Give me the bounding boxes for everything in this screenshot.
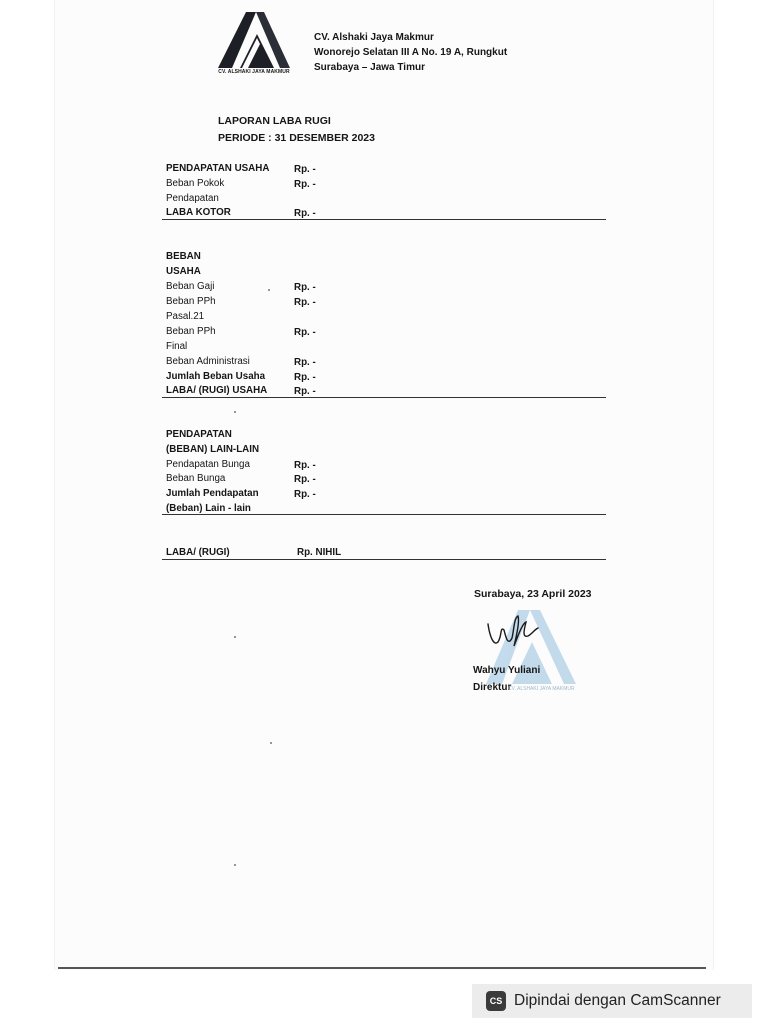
signer-title: Direktur [473, 682, 512, 693]
scan-speck [234, 864, 236, 866]
beban-pph21-line2: Pasal.21 [166, 310, 205, 322]
row-beban-pph-final-value: Rp. - [294, 327, 316, 338]
jumlah-lain-line1: Jumlah Pendapatan [166, 488, 259, 499]
row-beban-gaji-value: Rp. - [294, 282, 316, 293]
row-laba-rugi-value: Rp. NIHIL [297, 547, 342, 558]
beban-pokok-line2: Pendapatan [166, 192, 219, 204]
signer-name: Wahyu Yuliani [473, 665, 541, 676]
row-beban-pph21-label [166, 295, 298, 324]
row-laba-rugi-usaha-value: Rp. - [294, 386, 316, 397]
beban-usaha-heading-line1: BEBAN [166, 251, 201, 262]
row-pendapatan-bunga-value: Rp. - [294, 460, 316, 471]
jumlah-lain-line2: (Beban) Lain - lain [166, 502, 251, 514]
row-laba-kotor-label: LABA KOTOR [166, 207, 231, 218]
row-laba-rugi-usaha-label: LABA/ (RUGI) USAHA [166, 385, 268, 396]
beban-pph-final-line1: Beban PPh [166, 326, 216, 337]
page-edge [58, 967, 706, 969]
camscanner-icon: CS [486, 991, 506, 1011]
signature-place-date: Surabaya, 23 April 2023 [474, 588, 592, 600]
lain-lain-heading-line2: (BEBAN) LAIN-LAIN [166, 443, 260, 455]
section-divider [162, 397, 606, 398]
beban-pph21-line1: Beban PPh [166, 296, 216, 307]
row-beban-pokok-value: Rp. - [294, 179, 316, 190]
row-pendapatan-usaha-label: PENDAPATAN USAHA [166, 163, 270, 174]
camscanner-text: Dipindai dengan CamScanner [514, 992, 721, 1009]
scan-speck [234, 636, 236, 638]
row-beban-pph21-value: Rp. - [294, 297, 316, 308]
row-beban-pokok-label [166, 177, 298, 206]
stamp-text: CV. ALSHAKI JAYA MAKMUR [508, 686, 575, 692]
scan-speck [234, 411, 236, 413]
row-laba-kotor-value: Rp. - [294, 208, 316, 219]
row-pendapatan-bunga-label: Pendapatan Bunga [166, 459, 250, 470]
row-beban-gaji-label: Beban Gaji [166, 281, 215, 292]
report-period: PERIODE : 31 DESEMBER 2023 [218, 132, 375, 144]
row-beban-bunga-value: Rp. - [294, 474, 316, 485]
document-page [54, 0, 714, 970]
row-pendapatan-usaha-value: Rp. - [294, 164, 316, 175]
section-divider [162, 219, 606, 220]
row-beban-administrasi-value: Rp. - [294, 357, 316, 368]
company-address-line2: Surabaya – Jawa Timur [314, 62, 425, 73]
row-beban-pph-final-label [166, 325, 298, 354]
lain-lain-heading-line1: PENDAPATAN [166, 429, 232, 440]
row-beban-administrasi-label: Beban Administrasi [166, 356, 250, 367]
signature-scribble [484, 612, 544, 656]
camscanner-badge [472, 984, 752, 1018]
row-beban-bunga-label: Beban Bunga [166, 473, 226, 484]
beban-pph-final-line2: Final [166, 340, 188, 352]
scan-speck [268, 289, 270, 291]
row-jumlah-beban-usaha-label: Jumlah Beban Usaha [166, 371, 266, 382]
company-logo [212, 6, 294, 78]
beban-usaha-heading [166, 250, 298, 279]
lain-lain-heading [166, 428, 316, 457]
report-title-block [218, 113, 375, 147]
company-address-line1: Wonorejo Selatan III A No. 19 A, Rungkut [314, 47, 508, 58]
row-jumlah-lain-value: Rp. - [294, 489, 316, 500]
company-name: CV. Alshaki Jaya Makmur [314, 32, 434, 43]
scan-speck [270, 742, 272, 744]
section-divider [162, 514, 606, 515]
beban-usaha-heading-line2: USAHA [166, 265, 201, 277]
beban-pokok-line1: Beban Pokok [166, 178, 225, 189]
row-jumlah-beban-usaha-value: Rp. - [294, 372, 316, 383]
row-jumlah-lain-label [166, 487, 298, 516]
report-title: LAPORAN LABA RUGI [218, 115, 331, 127]
company-header [314, 30, 507, 75]
logo-caption: CV. ALSHAKI JAYA MAKMUR [218, 69, 290, 75]
section-divider [162, 559, 606, 560]
row-laba-rugi-label: LABA/ (RUGI) [166, 547, 230, 558]
